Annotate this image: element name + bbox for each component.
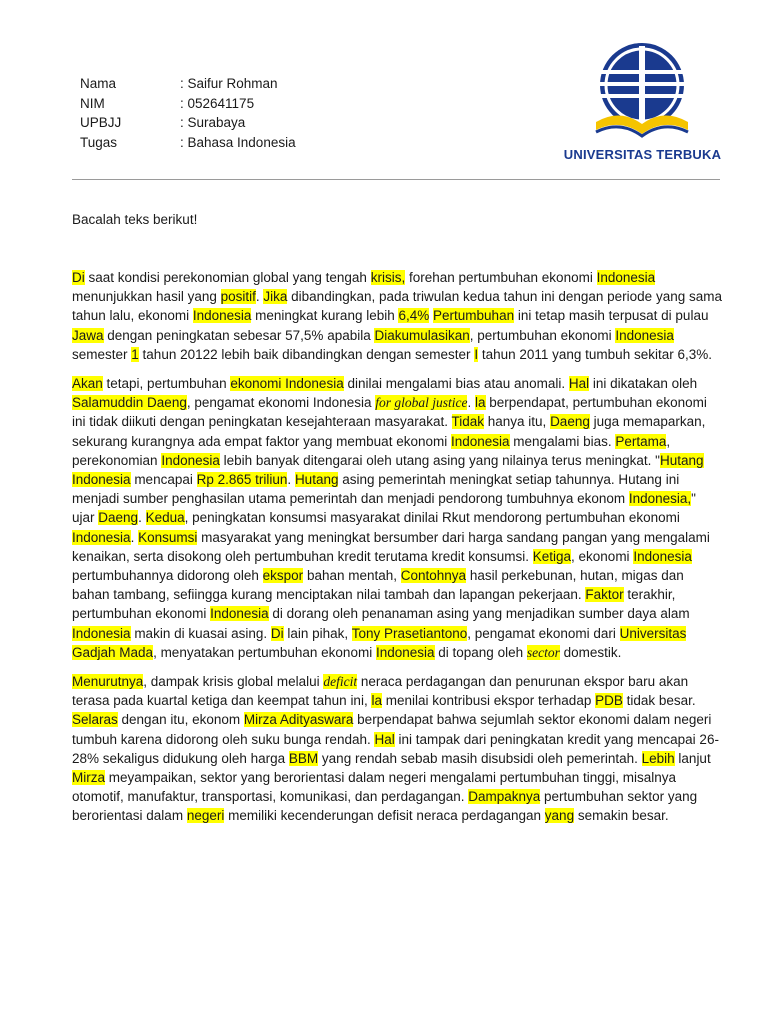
highlighted-text: Contohnya xyxy=(400,568,467,584)
text-run: , ekonomi xyxy=(571,548,634,564)
text-run: dengan itu, ekonom xyxy=(117,712,244,728)
text-run: mengalami bias. xyxy=(509,433,616,449)
highlighted-text: positif xyxy=(220,289,256,305)
text-run: , perekonomian xyxy=(72,433,671,468)
student-info xyxy=(80,74,296,152)
highlighted-text: Mirza xyxy=(72,770,105,786)
highlighted-text: for global justice xyxy=(375,395,468,411)
text-run: terakhir, pertumbuhan ekonomi xyxy=(72,587,676,622)
text-run: dengan peningkatan sebesar 57,5% apabila xyxy=(103,327,375,343)
divider xyxy=(72,179,720,180)
highlighted-text: 6,4% xyxy=(398,308,430,324)
highlighted-text: sector xyxy=(526,644,560,660)
info-value: : Surabaya xyxy=(180,115,246,130)
highlighted-text: Indonesia xyxy=(450,433,510,449)
text-run: hasil perkebunan, hutan, migas dan bahan tambang, sefiingga kurang menciptakan nilai tambah dan lapangan pekerjaan. xyxy=(72,568,684,603)
text-run: domestik. xyxy=(559,644,622,660)
text-run: mencapai xyxy=(130,472,197,488)
highlighted-text: Hal xyxy=(374,731,395,747)
highlighted-text: Dampaknya xyxy=(468,789,541,805)
highlighted-text: Universitas Gadjah Mada xyxy=(72,625,687,660)
highlighted-text: la xyxy=(474,395,486,411)
highlighted-text: Di xyxy=(72,270,85,285)
text-run: berpendapat bahwa sejumlah sektor ekonomi dalam negeri tumbuh karena didorong oleh suku bunga rendah. xyxy=(72,712,712,747)
paragraph xyxy=(72,374,722,662)
paragraph xyxy=(72,268,722,364)
text-run: tetapi, pertumbuhan xyxy=(102,376,231,392)
highlighted-text: Lebih xyxy=(641,750,675,766)
text-run: forehan pertumbuhan ekonomi xyxy=(405,270,597,285)
highlighted-text: Selaras xyxy=(72,712,118,728)
text-run: bahan mentah, xyxy=(303,568,401,584)
text-run: pertumbuhan sektor yang berorientasi dalam xyxy=(72,789,698,824)
text-run: menunjukkan hasil yang xyxy=(72,289,221,305)
highlighted-text: Indonesia xyxy=(72,625,131,641)
text-run: dinilai mengalami bias atau anomali. xyxy=(343,376,569,392)
text-run: di topang oleh xyxy=(434,644,527,660)
text-run: , pengamat ekonomi dari xyxy=(467,625,620,641)
text-run: lebih banyak ditengarai oleh utang asing yang nilainya terus meningkat. " xyxy=(219,452,660,468)
highlighted-text: Tony Prasetiantono xyxy=(351,625,468,641)
highlighted-text: ekonomi Indonesia xyxy=(230,376,344,392)
info-label: NIM xyxy=(80,95,105,111)
university-logo xyxy=(560,40,725,168)
info-value: : Bahasa Indonesia xyxy=(180,134,296,150)
info-value: : Saifur Rohman xyxy=(180,76,278,91)
highlighted-text: BBM xyxy=(288,750,319,766)
highlighted-text: 1 xyxy=(131,346,139,362)
text-run: makin di kuasai asing. xyxy=(130,625,271,641)
highlighted-text: Indonesia xyxy=(615,327,674,343)
highlighted-text: Indonesia xyxy=(596,270,656,285)
text-run: lain pihak, xyxy=(283,625,352,641)
highlighted-text: Tidak xyxy=(451,414,485,430)
highlighted-text: Faktor xyxy=(585,587,624,603)
paragraph xyxy=(72,672,722,826)
text-run: , pengamat ekonomi Indonesia xyxy=(186,395,376,411)
text-run: . xyxy=(467,395,475,411)
text-run: neraca perdagangan dan penurunan ekspor baru akan terasa pada kuartal ketiga dan keempat tahun ini, xyxy=(72,674,689,709)
highlighted-text: Menurutnya xyxy=(72,674,144,690)
info-row-tugas xyxy=(80,133,296,153)
text-run: hanya itu, xyxy=(484,414,551,430)
text-run: . xyxy=(287,472,295,488)
info-label: Tugas xyxy=(80,134,118,150)
info-row-nama xyxy=(80,74,296,94)
highlighted-text: Mirza Adityaswara xyxy=(243,712,354,728)
info-row-upbjj xyxy=(80,113,296,133)
highlighted-text: Kedua xyxy=(145,510,185,526)
highlighted-text: Salamuddin Daeng xyxy=(72,395,187,411)
text-run: saat kondisi perekonomian global yang tengah xyxy=(84,270,371,285)
highlighted-text: I xyxy=(474,346,479,362)
text-run: , menyatakan pertumbuhan ekonomi xyxy=(153,644,376,660)
highlighted-text: Indonesia xyxy=(192,308,252,324)
info-value: : 052641175 xyxy=(180,95,255,111)
text-run: . xyxy=(138,510,146,526)
text-run: tahun 20122 lebih baik dibandingkan dengan semester xyxy=(138,346,475,362)
text-run: pertumbuhannya didorong oleh xyxy=(72,568,263,584)
info-row-nim xyxy=(80,94,296,114)
text-run: tidak besar. xyxy=(622,693,696,709)
highlighted-text: Hutang Indonesia xyxy=(72,452,704,488)
highlighted-text: Jika xyxy=(263,289,288,305)
info-label: Nama xyxy=(80,76,117,91)
highlighted-text: Daeng xyxy=(98,510,139,526)
highlighted-text: Indonesia xyxy=(375,644,435,660)
reading-text xyxy=(72,268,722,836)
highlighted-text: deficit xyxy=(323,674,358,690)
open-book-globe-icon xyxy=(560,40,725,144)
highlighted-text: Diakumulasikan xyxy=(374,327,470,343)
highlighted-text: negeri xyxy=(186,808,225,824)
text-run: ini dikatakan oleh xyxy=(589,376,698,392)
text-run: menilai kontribusi ekspor terhadap xyxy=(381,693,596,709)
text-run: , peningkatan konsumsi masyarakat dinilai Rkut mendorong pertumbuhan ekonomi xyxy=(184,510,680,526)
highlighted-text: krisis, xyxy=(370,270,406,285)
text-run: semester xyxy=(72,346,132,362)
text-run: . xyxy=(255,289,264,305)
text-run: di dorang oleh penanaman asing yang menjadikan sumber daya alam xyxy=(268,606,690,622)
highlighted-text: Rp 2.865 triliun xyxy=(196,472,288,488)
highlighted-text: ekspor xyxy=(262,568,304,584)
text-run: asing pemerintah meningkat setiap tahunnya. Hutang ini menjadi sumber penghasilan utama pemerintah dan menjadi pendorong tumbuhnya ekonom xyxy=(72,472,680,507)
text-run: dibandingkan, pada triwulan kedua tahun ini dengan periode yang sama tahun lalu, ekonomi xyxy=(72,289,722,324)
highlighted-text: PDB xyxy=(595,693,623,709)
highlighted-text: Pertama xyxy=(615,433,667,449)
highlighted-text: Hutang xyxy=(294,472,339,488)
text-run: yang rendah sebab masih disubsidi oleh pemerintah. xyxy=(318,750,642,766)
highlighted-text: Indonesia, xyxy=(628,491,692,507)
highlighted-text: Konsumsi xyxy=(138,529,198,545)
text-run: lanjut xyxy=(674,750,711,766)
highlighted-text: yang xyxy=(544,808,575,824)
highlighted-text: Jawa xyxy=(72,327,104,343)
text-run: meningkat kurang lebih xyxy=(251,308,399,324)
highlighted-text: Indonesia xyxy=(210,606,269,622)
logo-text: UNIVERSITAS TERBUKA xyxy=(563,147,722,162)
highlighted-text: Di xyxy=(270,625,284,641)
text-run: ini tetap masih terpusat di pulau xyxy=(514,308,709,324)
text-run: juga memaparkan, sekurang kurangnya ada empat faktor yang membuat ekonomi xyxy=(72,414,706,449)
text-run: , pertumbuhan ekonomi xyxy=(469,327,616,343)
text-run: berpendapat, pertumbuhan ekonomi ini tidak diikuti dengan peningkatan kesejahteraan masyarakat. xyxy=(72,395,707,430)
highlighted-text: la xyxy=(371,693,382,709)
highlighted-text: Ketiga xyxy=(532,548,572,564)
highlighted-text: Hal xyxy=(568,376,590,392)
highlighted-text: Pertumbuhan xyxy=(433,308,515,324)
text-run: meyampaikan, sektor yang berorientasi dalam negeri mengalami pertumbuhan tinggi, misalnya otomotif, manufaktur, transportasi, komunikasi, dan perdagangan. xyxy=(72,770,677,805)
highlighted-text: Indonesia xyxy=(161,452,220,468)
info-label: UPBJJ xyxy=(80,115,122,130)
text-run: ini tampak dari peningkatan kredit yang mencapai 26-28% sekaligus didukung oleh harga xyxy=(72,731,719,766)
text-run: , dampak krisis global melalui xyxy=(143,674,324,690)
text-run: masyarakat yang meningkat bersumber dari harga sandang pangan yang mengalami kenaikan, serta disokong oleh pertumbuhan kredit terutama kredit konsumsi. xyxy=(72,529,710,564)
highlighted-text: Indonesia xyxy=(72,529,131,545)
text-run: tahun 2011 yang tumbuh sekitar 6,3%. xyxy=(478,346,712,362)
text-run: " ujar xyxy=(72,491,696,526)
instruction-text: Bacalah teks berikut! xyxy=(72,212,198,227)
text-run: semakin besar. xyxy=(574,808,669,824)
text-run: memiliki kecenderungan defisit neraca perdagangan xyxy=(224,808,545,824)
highlighted-text: Daeng xyxy=(550,414,590,430)
highlighted-text: Akan xyxy=(72,376,103,392)
text-run: . xyxy=(130,529,139,545)
highlighted-text: Indonesia xyxy=(633,548,692,564)
